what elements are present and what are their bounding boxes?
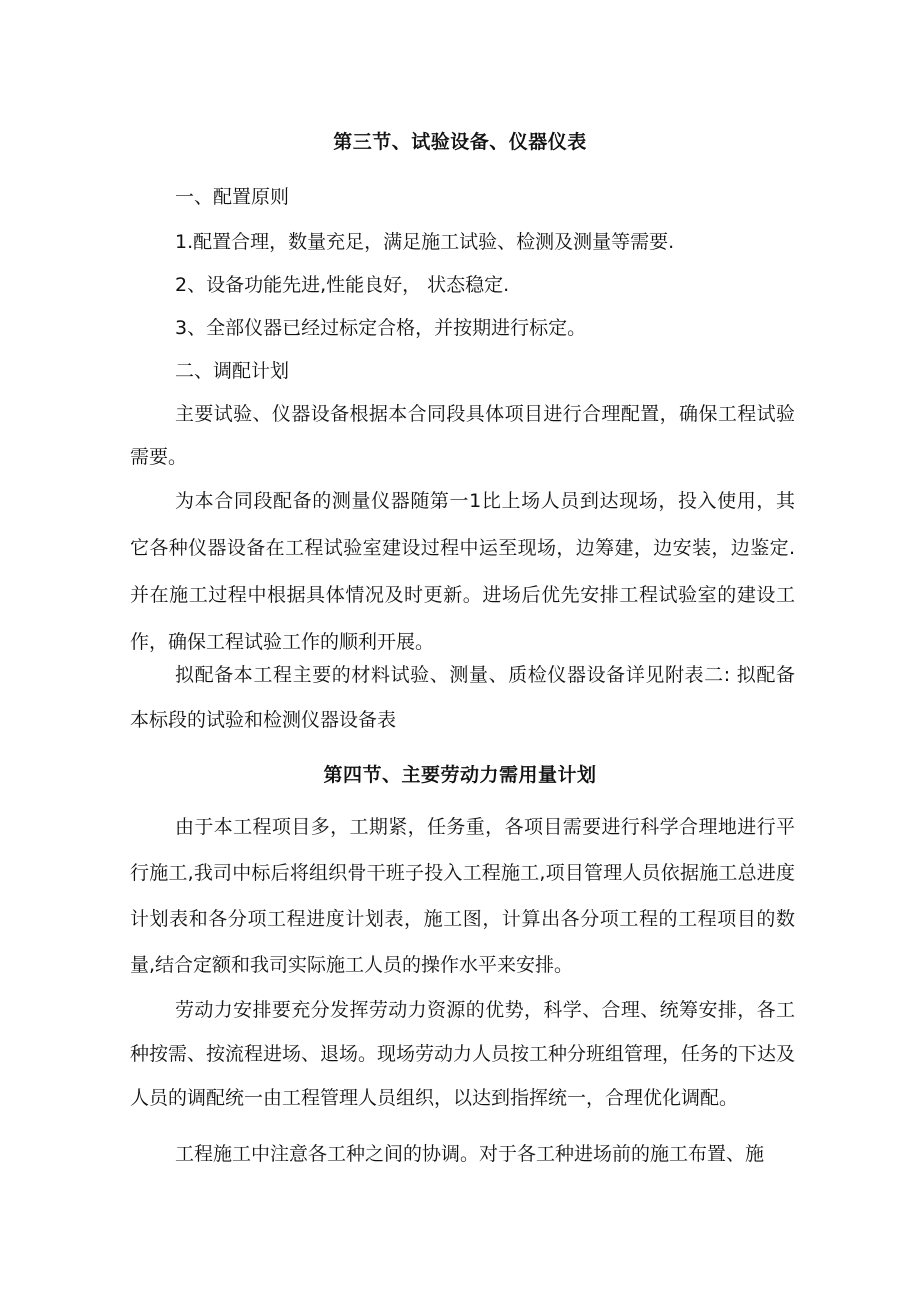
section-4-title: 第四节、主要劳动力需用量计划 [323, 764, 597, 786]
section-3-title: 第三节、试验设备、仪器仪表 [333, 131, 587, 153]
labor-paragraph-1: 由于本工程项目多，工期紧，任务重，各项目需要进行科学合理地进行平行施工,我司中标后将组织骨干班子投入工程施工,项目管理人员依据施工总进度计划表和各分项工程进度计划表，施工图，计算出各分项工程的工程项目的数量,结合定额和我司实际施工人员的操作水平来安排。 [130, 816, 795, 976]
principle-item-1: 1.配置合理，数量充足，满足施工试验、检测及测量等需要. [175, 231, 675, 253]
plan-paragraph-1: 主要试验、仪器设备根据本合同段具体项目进行合理配置，确保工程试验需要。 [130, 403, 795, 468]
principle-item-3: 3、全部仪器已经过标定合格，并按期进行标定。 [175, 317, 587, 339]
labor-paragraph-3: 工程施工中注意各工种之间的协调。对于各工种进场前的施工布置、施 [175, 1143, 765, 1165]
labor-paragraph-2: 劳动力安排要充分发挥劳动力资源的优势，科学、合理、统筹安排，各工种按需、按流程进场、退场。现场劳动力人员按工种分班组管理，任务的下达及人员的调配统一由工程管理人员组织，以达到指挥统一，合理优化调配。 [130, 999, 796, 1109]
plan-paragraph-2: 为本合同段配备的测量仪器随第一1比上场人员到达现场，投入使用，其它各种仪器设备在工程试验室建设过程中运至现场，边筹建，边安装，边鉴定.并在施工过程中根据具体情况及时更新。进场后优先安排工程试验室的建设工作，确保工程试验工作的顺利开展。 [130, 490, 795, 653]
plan-heading: 二、调配计划 [175, 360, 290, 382]
principle-item-2: 2、设备功能先进,性能良好， 状态稳定. [175, 274, 510, 296]
plan-paragraph-3: 拟配备本工程主要的材料试验、测量、质检仪器设备详见附表二: 拟配备本标段的试验和检测仪器设备表 [130, 664, 795, 731]
principle-heading: 一、配置原则 [175, 186, 290, 208]
